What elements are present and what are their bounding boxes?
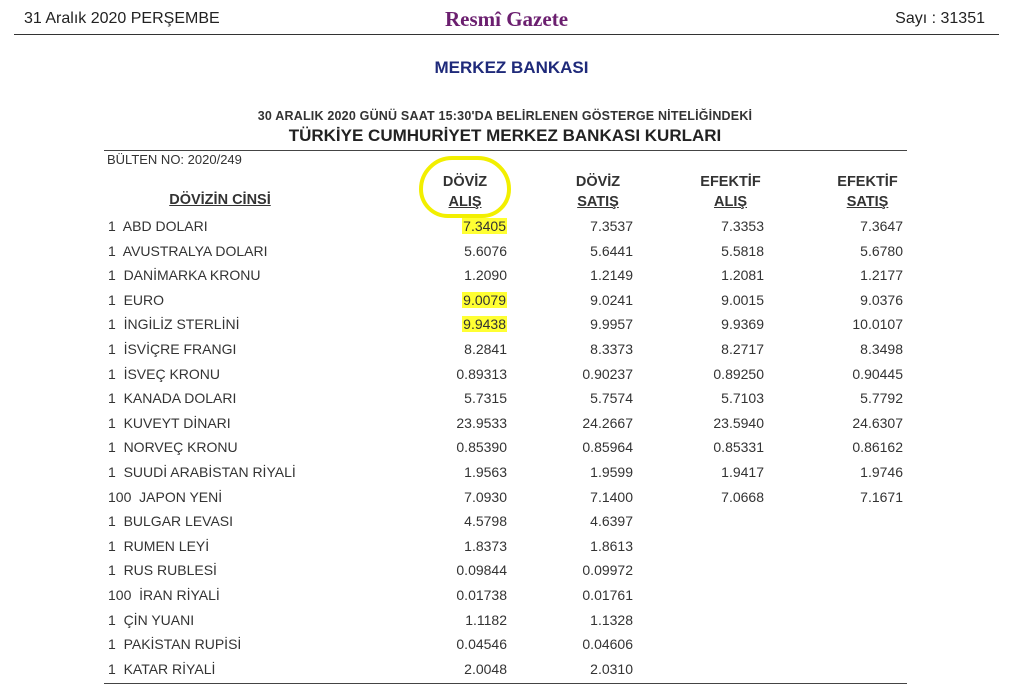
efektif-alis-value: 0.85331 [713,439,764,456]
efektif-satis-value: 1.2177 [860,267,903,284]
doviz-satis-value: 1.8613 [590,537,633,554]
table-bottom-rule [104,683,907,684]
efektif-alis-value: 0.89250 [713,365,764,382]
currency-name: 1 RUMEN LEYİ [108,537,210,554]
table-row [104,337,907,362]
efektif-satis-value: 7.1671 [860,488,903,505]
currency-name: 1 DANİMARKA KRONU [108,267,261,284]
currency-name: 1 KUVEYT DİNARI [108,414,231,431]
efektif-alis-value: 5.7103 [721,390,764,407]
column-header-currency: DÖVİZİN CİNSİ [169,192,271,208]
column-header-efektif-satis [820,172,915,212]
currency-name: 1 RUS RUBLESİ [108,562,217,579]
currency-name: 1 PAKİSTAN RUPİSİ [108,636,242,653]
table-row [104,411,907,436]
doviz-satis-value: 7.3537 [590,218,633,234]
efektif-alis-value: 9.9369 [721,316,764,333]
currency-name: 1 ÇİN YUANI [108,611,195,628]
doviz-alis-value: 9.9438 [463,316,506,333]
efektif-satis-value: 10.0107 [852,316,903,333]
currency-name: 1 KANADA DOLARI [108,390,237,407]
document-subtitle: 30 ARALIK 2020 GÜNÜ SAAT 15:30'DA BELİRLENEN GÖSTERGE NİTELİĞİNDEKİ [257,109,753,123]
header-issue-number: Sayı : 31351 [895,10,985,27]
efektif-satis-value: 1.9746 [860,464,903,480]
doviz-alis-value: 5.7315 [464,390,507,407]
table-row [104,460,907,485]
doviz-alis-value: 0.89313 [456,365,507,382]
doviz-satis-value: 0.85964 [582,439,633,456]
currency-name: 100 JAPON YENİ [108,488,223,505]
efektif-alis-value: 8.2717 [721,341,764,357]
header-date: 31 Aralık 2020 PERŞEMBE [24,10,220,27]
doviz-satis-value: 0.01761 [582,587,633,603]
currency-name: 1 BULGAR LEVASI [108,513,234,530]
doviz-satis-value: 0.90237 [582,365,633,382]
doviz-satis-value: 2.0310 [590,660,633,677]
efektif-alis-value: 1.9417 [721,464,764,480]
doviz-alis-value: 7.0930 [464,488,507,505]
column-header-line: SATIŞ [846,194,889,210]
table-row [104,534,907,559]
column-header-line: EFEKTİF [837,174,898,190]
efektif-alis-value: 7.0668 [721,488,764,505]
column-header-line: ALIŞ [448,194,482,210]
doviz-alis-value: 9.0079 [463,291,506,308]
doviz-satis-value: 9.9957 [590,316,633,333]
currency-name: 1 NORVEÇ KRONU [108,439,238,456]
doviz-alis-value: 0.85390 [456,439,507,456]
doviz-satis-value: 0.09972 [582,562,633,579]
doviz-satis-value: 1.1328 [590,611,633,628]
table-row [104,435,907,460]
table-row [104,239,907,264]
currency-name: 1 ABD DOLARI [108,218,208,234]
doviz-satis-value: 1.9599 [590,464,633,480]
doviz-alis-value: 0.01738 [456,587,507,603]
doviz-alis-value: 1.8373 [464,537,507,554]
doviz-alis-value: 8.2841 [464,341,507,357]
doviz-alis-value: 1.9563 [464,464,507,480]
efektif-satis-value: 0.86162 [852,439,903,456]
column-header-line: DÖVİZ [575,174,621,190]
highlight-circle-annotation [419,156,511,218]
table-row [104,386,907,411]
efektif-alis-value: 1.2081 [721,267,764,284]
column-header-line: SATIŞ [577,194,619,210]
table-row [104,583,907,608]
doviz-satis-value: 9.0241 [590,291,633,308]
efektif-satis-value: 0.90445 [852,365,903,382]
doviz-satis-value: 4.6397 [590,513,633,530]
table-row [104,558,907,583]
efektif-satis-value: 7.3647 [860,218,903,234]
currency-name: 1 İNGİLİZ STERLİNİ [108,316,240,333]
table-row [104,509,907,534]
efektif-alis-value: 5.5818 [721,242,764,259]
doviz-satis-value: 7.1400 [590,488,633,505]
table-row [104,362,907,387]
efektif-alis-value: 23.5940 [713,414,764,431]
doviz-alis-value: 0.09844 [456,562,507,579]
table-row [104,608,907,633]
table-row [104,263,907,288]
column-header-line: EFEKTİF [700,174,761,190]
currency-name: 100 İRAN RİYALİ [108,587,220,603]
doviz-alis-value: 2.0048 [464,660,507,677]
doviz-satis-value: 1.2149 [590,267,633,284]
doviz-alis-value: 0.04546 [456,636,507,653]
efektif-satis-value: 8.3498 [860,341,903,357]
page-header [14,0,999,35]
currency-name: 1 AVUSTRALYA DOLARI [108,242,268,259]
table-row [104,657,907,682]
currency-name: 1 SUUDİ ARABİSTAN RİYALİ [108,464,296,480]
efektif-satis-value: 24.6307 [852,414,903,431]
currency-name: 1 İSVEÇ KRONU [108,365,221,382]
table-row [104,632,907,657]
doviz-alis-value: 1.1182 [465,611,507,628]
currency-name: 1 KATAR RİYALİ [108,660,216,677]
table-row [104,312,907,337]
doviz-satis-value: 24.2667 [582,414,633,431]
column-header-doviz-satis [553,172,643,212]
document-title: TÜRKİYE CUMHURİYET MERKEZ BANKASI KURLARI [288,126,722,145]
doviz-alis-value: 1.2090 [464,267,507,284]
doviz-satis-value: 5.6441 [590,242,633,259]
doviz-alis-value: 4.5798 [464,513,507,530]
efektif-satis-value: 5.6780 [860,242,903,259]
table-row [104,214,907,239]
efektif-alis-value: 7.3353 [721,218,764,234]
column-header-line: ALIŞ [713,194,748,210]
table-top-rule [104,150,907,151]
doviz-satis-value: 0.04606 [582,636,633,653]
column-header-line: DÖVİZ [442,174,488,190]
doviz-satis-value: 5.7574 [590,390,633,407]
efektif-satis-value: 9.0376 [860,291,903,308]
table-row [104,485,907,510]
doviz-alis-value: 23.9533 [456,414,507,431]
doviz-satis-value: 8.3373 [590,341,633,357]
currency-name: 1 EURO [108,291,165,308]
bulletin-number: BÜLTEN NO: 2020/249 [107,152,242,167]
doviz-alis-value: 7.3405 [463,218,506,234]
column-header-efektif-alis [683,172,778,212]
currency-name: 1 İSVİÇRE FRANGI [108,341,237,357]
efektif-alis-value: 9.0015 [721,291,764,308]
header-gazete-title: Resmî Gazete [444,7,569,31]
doviz-alis-value: 5.6076 [464,242,507,259]
section-title: MERKEZ BANKASI [434,58,589,77]
efektif-satis-value: 5.7792 [860,390,903,407]
table-row [104,288,907,313]
